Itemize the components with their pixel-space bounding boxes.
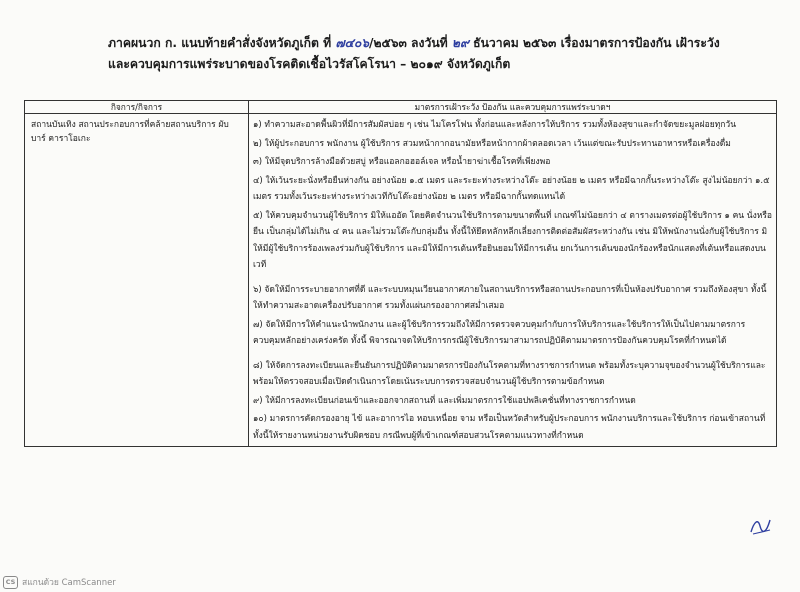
title-line-2: และควบคุมการแพร่ระบาดของโรคติดเชื้อไวรัสโคโรนา – ๒๐๑๙ จังหวัดภูเก็ต	[108, 57, 511, 71]
header-business: กิจการ/กิจการ	[25, 101, 249, 114]
title-suffix: ธันวาคม ๒๕๖๓ เรื่องมาตรการป้องกัน เฝ้าระวัง	[468, 36, 720, 50]
day-handwritten: ๒๙	[451, 36, 469, 50]
measure-7: ๗) จัดให้มีการให้คำแนะนำพนักงาน และผู้ใช้บริการรวมถึงให้มีการตรวจควบคุมกำกับการให้บริการและใช้บริการให้เป็นไปตามมาตรการควบคุมหลักอย่างเคร่งครัด ทั้งนี้ พิจารณาจดให้บริการกรณีผู้ใช้บริการมาสามารถปฏิบัติตามมาตรการป้องกันควบคุมโรคที่กำหนดได้	[253, 319, 746, 346]
measure-6: ๖) จัดให้มีการระบายอากาศที่ดี และระบบหมุนเวียนอากาศภายในสถานบริการหรือสถานประกอบการที่เป็นห้องปรับอากาศ รวมถึงห้องสุขา ทั้งนี้ให้ทำความสะอาดเครื่องปรับอากาศ รวมทั้งแผ่นกรองอากาศสม่ำเสมอ	[253, 284, 767, 311]
document-title	[108, 33, 798, 75]
camscanner-text: สแกนด้วย CamScanner	[22, 578, 116, 588]
camscanner-logo-icon: CS	[3, 576, 18, 589]
measure-5: ๕) ให้ควบคุมจำนวนผู้ใช้บริการ มิให้แออัด โดยคิดจำนวนใช้บริการตามขนาดพื้นที่ เกณฑ์ไม่น้อยกว่า ๔ ตารางเมตรต่อผู้ใช้บริการ ๑ คน นั่งหรือยืน เป็นกลุ่มได้ไม่เกิน ๔ คน และไม่รวมโต๊ะกับกลุ่มอื่น ทั้งนี้ให้ยึดหลักหลีกเลี่ยงการติดต่อสัมผัสระหว่างกัน เช่น มิให้พนักงานนั่งกับผู้ใช้บริการ มิให้มีผู้ใช้บริการร้องเพลงร่วมกับผู้ใช้บริการ และมิให้มีการเต้นหรือยินยอมให้มีการเต้น ยกเว้นการเต้นของนักร้องหรือนักแสดงที่เต้นหรือแสดงบนเวที	[253, 210, 772, 270]
signature-mark	[748, 512, 774, 538]
venue-cell: สถานบันเทิง สถานประกอบการที่คล้ายสถานบริการ ผับ บาร์ คาราโอเกะ	[25, 114, 249, 447]
measures-table	[24, 100, 777, 447]
table-row	[25, 114, 777, 447]
measure-4: ๔) ให้เว้นระยะนั่งหรือยืนห่างกัน อย่างน้อย ๑.๕ เมตร และระยะห่างระหว่างโต๊ะ อย่างน้อย ๒ เมตร หรือมีฉากกั้นระหว่างโต๊ะ สูงไม่น้อยกว่า ๑.๕ เมตร รวมทั้งเว้นระยะห่างระหว่างเวทีกับโต๊ะอย่างน้อย ๒ เมตร หรือมีฉากกั้นทดแทนได้	[253, 175, 770, 202]
camscanner-footer	[3, 575, 116, 589]
measure-8: ๘) ให้จัดการลงทะเบียนและยืนยันการปฏิบัติตามมาตรการป้องกันโรคตามที่ทางราชการกำหนด พร้อมทั้งระบุความจุของจำนวนผู้ใช้บริการและพร้อมให้ตรวจสอบเมื่อเปิดดำเนินการโดยเน้นระบบการตรวจสอบจำนวนผู้ใช้บริการตามข้อกำหนด	[253, 360, 766, 387]
measure-10: ๑๐) มาตรการคัดกรองอายุ ไข้ และอาการไอ หอบเหนื่อย จาม หรือเป็นหวัดสำหรับผู้ประกอบการ พนักงานบริการและใช้บริการ ก่อนเข้าสถานที่ ทั้งนี้ให้รายงานหน่วยงานรับผิดชอบ กรณีพบผู้ที่เข้าเกณฑ์สอบสวนโรคตามแนวทางที่กำหนด	[253, 414, 766, 441]
measure-9: ๙) ให้มีการลงทะเบียนก่อนเข้าและออกจากสถานที่ และเพิ่มมาตรการใช้แอปพลิเคชั่นที่ทางราชการกำหนด	[253, 395, 636, 406]
title-mid: /๒๕๖๓ ลงวันที่	[369, 36, 452, 50]
measures-cell	[249, 114, 777, 447]
title-line-1	[108, 33, 798, 54]
measure-1: ๑) ทำความสะอาดพื้นผิวที่มีการสัมผัสบ่อย ๆ เช่น ไมโครโฟน ทั้งก่อนและหลังการให้บริการ รวมทั้งห้องสุขาและกำจัดขยะมูลฝอยทุกวัน	[253, 120, 737, 130]
measure-2: ๒) ให้ผู้ประกอบการ พนักงาน ผู้ใช้บริการ สวมหน้ากากอนามัยหรือหน้ากากผ้าตลอดเวลา เว้นแต่ขณะรับประทานอาหารหรือเครื่องดื่ม	[253, 138, 731, 149]
header-measures: มาตรการเฝ้าระวัง ป้องกัน และควบคุมการแพร่ระบาดฯ	[249, 101, 777, 114]
order-number-handwritten: ๗๔๐๖	[335, 36, 370, 50]
measure-3: ๓) ให้มีจุดบริการล้างมือด้วยสบู่ หรือแอลกอฮอล์เจล หรือน้ำยาฆ่าเชื้อโรคที่เพียงพอ	[253, 157, 551, 167]
table-header-row	[25, 101, 777, 114]
title-prefix: ภาคผนวก ก. แนบท้ายคำสั่งจังหวัดภูเก็ต ที่	[108, 36, 336, 50]
